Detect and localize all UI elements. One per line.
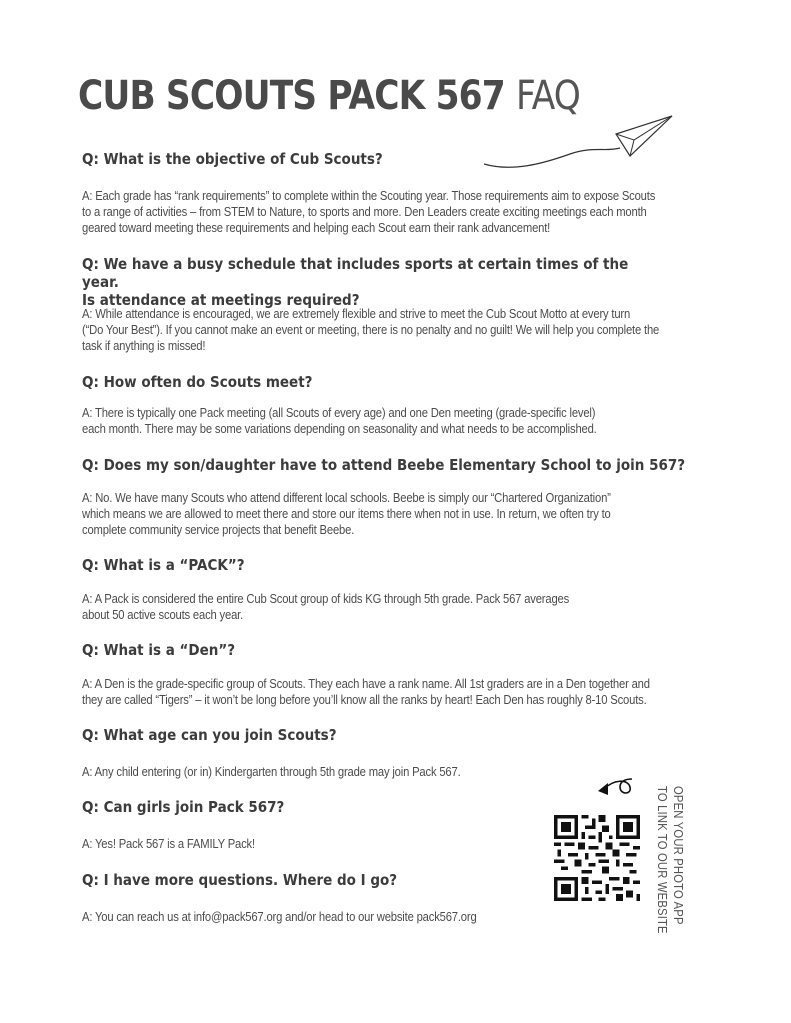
title-light: FAQ bbox=[515, 73, 580, 119]
curved-arrow-icon bbox=[596, 775, 636, 799]
faq-answer: A: While attendance is encouraged, we are extremely flexible and strive to meet the Cub Scout Motto at every turn (“Do Your Best”). If you cannot make an event or meeting, there is no penalty and no guilt! We will help you complete the task if anything is missed! bbox=[82, 307, 660, 353]
faq-question: Q: What is a “Den”? bbox=[82, 641, 236, 659]
faq-question: Q: How often do Scouts meet? bbox=[82, 373, 313, 391]
faq-answer-block bbox=[82, 188, 722, 236]
qr-instruction-line1: OPEN YOUR PHOTO APP bbox=[671, 786, 685, 925]
faq-answer: A: Any child entering (or in) Kindergarten through 5th grade may join Pack 567. bbox=[82, 765, 461, 779]
faq-answer-block bbox=[82, 405, 722, 437]
faq-answer: A: Yes! Pack 567 is a FAMILY Pack! bbox=[82, 837, 255, 851]
faq-item bbox=[82, 641, 722, 659]
faq-answer: A: No. We have many Scouts who attend different local schools. Beebe is simply our “Chartered Organization” which means we are allowed to meet there and store our items there when not in use. In return, we often try to complete community service projects that benefit Beebe. bbox=[82, 491, 611, 537]
faq-question: Q: What age can you join Scouts? bbox=[82, 726, 337, 744]
faq-question: Q: Can girls join Pack 567? bbox=[82, 798, 285, 816]
faq-answer-block bbox=[82, 909, 722, 925]
qr-instruction-line2: TO LINK TO OUR WEBSITE bbox=[655, 786, 669, 934]
faq-answer: A: There is typically one Pack meeting (all Scouts of every age) and one Den meeting (grade-specific level) each month. There may be some variations depending on seasonality and what needs to be accomplished. bbox=[82, 406, 597, 436]
faq-question: Q: We have a busy schedule that includes sports at certain times of the year. Is attendance at meetings required? bbox=[82, 255, 629, 309]
faq-answer-block bbox=[82, 676, 722, 708]
faq-answer-block bbox=[82, 306, 722, 354]
faq-item bbox=[82, 255, 722, 309]
qr-instruction bbox=[654, 786, 686, 950]
faq-answer-block bbox=[82, 490, 722, 538]
faq-answer-block bbox=[82, 591, 722, 623]
faq-item bbox=[82, 373, 722, 391]
faq-item bbox=[82, 150, 722, 168]
title-bold: CUB SCOUTS PACK 567 bbox=[78, 73, 505, 119]
faq-question: Q: What is the objective of Cub Scouts? bbox=[82, 150, 383, 168]
faq-question: Q: What is a “PACK”? bbox=[82, 556, 245, 574]
faq-item bbox=[82, 456, 722, 474]
faq-answer: A: A Den is the grade-specific group of Scouts. They each have a rank name. All 1st graders are in a Den together and they are called “Tigers” – it won’t be long before you’ll know all the ranks by heart! Each Den has roughly 8-10 Scouts. bbox=[82, 677, 650, 707]
faq-question: Q: I have more questions. Where do I go? bbox=[82, 871, 398, 889]
faq-question: Q: Does my son/daughter have to attend Beebe Elementary School to join 567? bbox=[82, 456, 686, 474]
faq-answer: A: Each grade has “rank requirements” to complete within the Scouting year. Those requirements aim to expose Scouts to a range of activities – from STEM to Nature, to sports and more. Den Leaders create exciting meetings each month geared toward meeting these requirements and helping each Scout earn their rank advancement! bbox=[82, 189, 656, 235]
faq-item bbox=[82, 556, 722, 574]
faq-answer: A: You can reach us at info@pack567.org and/or head to our website pack567.org bbox=[82, 910, 477, 924]
faq-answer: A: A Pack is considered the entire Cub Scout group of kids KG through 5th grade. Pack 567 averages about 50 active scouts each year. bbox=[82, 592, 570, 622]
faq-item bbox=[82, 798, 722, 816]
qr-code bbox=[554, 815, 640, 901]
faq-item bbox=[82, 726, 722, 744]
